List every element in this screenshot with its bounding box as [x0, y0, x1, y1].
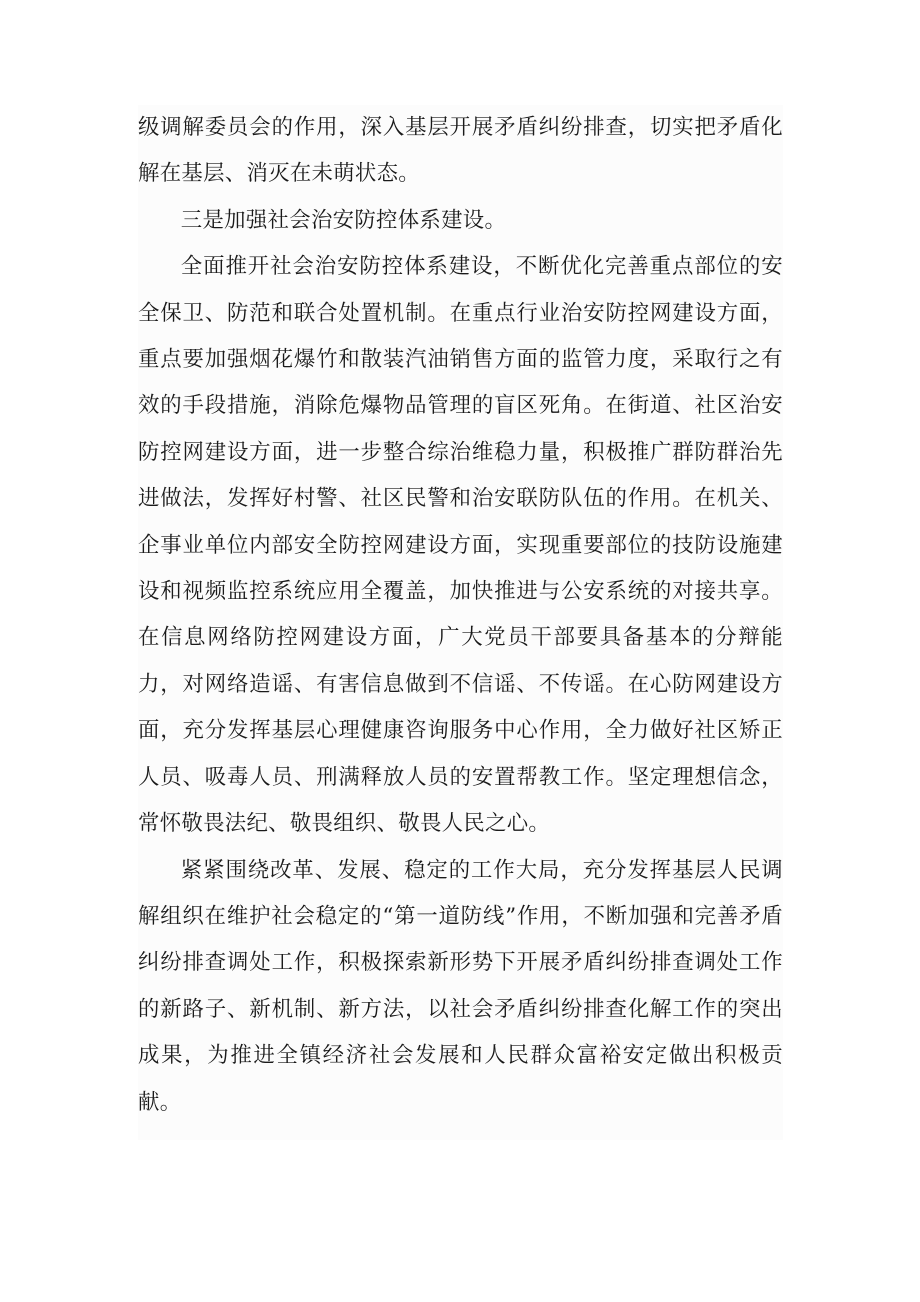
paragraph-security-system: 全面推开社会治安防控体系建设，不断优化完善重点部位的安全保卫、防范和联合处置机制。在重点行业治安防控网建设方面，重点要加强烟花爆竹和散装汽油销售方面的监管力度，采取行之有效的手段措施，消除危爆物品管理的盲区死角。在街道、社区治安防控网建设方面，进一步整合综治维稳力量，积极推广群防群治先进做法，发挥好村警、社区民警和治安联防队伍的作用。在机关、企事业单位内部安全防控网建设方面，实现重要部位的技防设施建设和视频监控系统应用全覆盖，加快推进与公安系统的对接共享。在信息网络防控网建设方面，广大党员干部要具备基本的分辩能力，对网络造谣、有害信息做到不信谣、不传谣。在心防网建设方面，充分发挥基层心理健康咨询服务中心作用，全力做好社区矫正人员、吸毒人员、刑满释放人员的安置帮教工作。坚定理想信念，常怀敬畏法纪、敬畏组织、敬畏人民之心。: [138, 254, 783, 837]
paragraph-continuation: 级调解委员会的作用，深入基层开展矛盾纠纷排查，切实把矛盾化解在基层、消灭在未萌状态。: [138, 115, 783, 187]
paragraph-conclusion: 紧紧围绕改革、发展、稳定的工作大局，充分发挥基层人民调解组织在维护社会稳定的“第一道防线”作用，不断加强和完善矛盾纠纷排查调处工作，积极探索新形势下开展矛盾纠纷排查调处工作的新路子、新机制、新方法，以社会矛盾纠纷排查化解工作的突出成果，为推进全镇经济社会发展和人民群众富裕安定做出积极贡献。: [138, 857, 783, 1115]
document-body: [138, 105, 783, 1140]
paragraph-heading-three: 三是加强社会治安防控体系建设。: [180, 207, 507, 233]
